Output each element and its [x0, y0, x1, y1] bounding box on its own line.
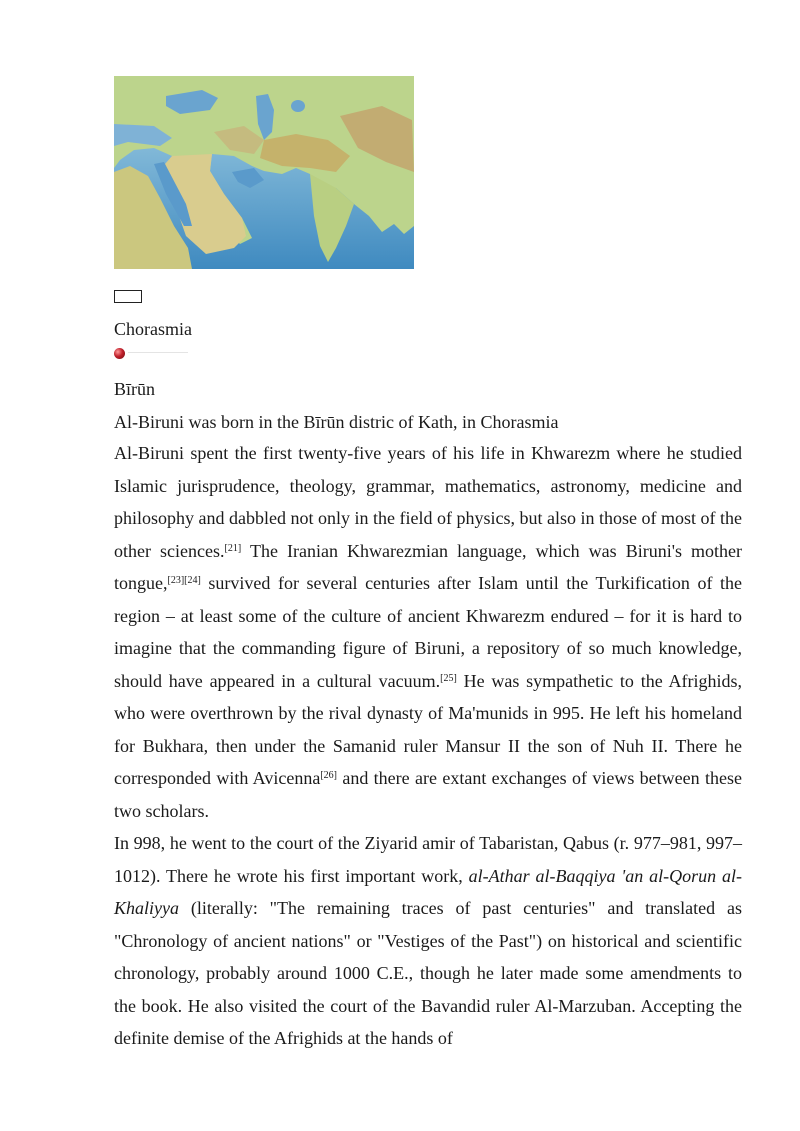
para1-text-5: and there are extant exchanges of views between these two scholars.: [114, 768, 742, 821]
reference-25[interactable]: [25]: [440, 672, 457, 684]
para1-text-1: Al-Biruni spent the first twenty-five years of his life in Khwarezm where he studied Islamic jurisprudence, theology, grammar, mathematics, astronomy, medicine and philosophy and dabbled not only in the field of physics, but also in those of most of the other sciences.: [114, 443, 742, 561]
map-caption: Chorasmia: [114, 319, 192, 339]
work-title: al-Athar al-Baqqiya 'an al-Qorun al-Khaliyya: [114, 865, 743, 918]
location-marker-icon: [114, 348, 125, 359]
relief-map-image: [114, 76, 414, 269]
paragraph-1: [114, 437, 742, 827]
place-label: Bīrūn: [114, 379, 156, 399]
paragraph-2: [114, 827, 742, 1055]
map-note: Al-Biruni was born in the Bīrūn distric of Kath, in Chorasmia: [114, 412, 559, 432]
map-legend-box: [114, 290, 142, 303]
chorasmia-map: [114, 76, 414, 269]
para1-text-3: survived for several centuries after Islam until the Turkification of the region – at least some of the culture of ancient Khwarezm endured – for it is hard to imagine that the commanding figure of Biruni, a repository of so much knowledge, should have appeared in a cultural vacuum.: [114, 573, 742, 691]
para2-text-1: In 998, he went to the court of the Ziyarid amir of Tabaristan, Qabus (r. 977–981, 997–1012). There he wrote his first important work,: [114, 833, 742, 886]
reference-26[interactable]: [26]: [320, 770, 337, 781]
para2-text-2: (literally: "The remaining traces of past centuries" and translated as "Chronology of ancient nations" or "Vestiges of the Past") on historical and scientific chronology, probably around 1000 C.E., though he later made some amendments to the book. He also visited the court of the Bavandid ruler Al-Marzuban. Accepting the definite demise of the Afrighids at the hands of: [114, 898, 742, 1048]
para1-text-4: He was sympathetic to the Afrighids, who were overthrown by the rival dynasty of Ma'munids in 995. He left his homeland for Bukhara, then under the Samanid ruler Mansur II the son of Nuh II. There he corresponded with Avicenna: [114, 670, 742, 788]
article-body: [114, 437, 742, 1055]
marker-divider: [128, 352, 188, 353]
reference-23-24[interactable]: [23][24]: [167, 575, 201, 586]
reference-21[interactable]: [21]: [224, 542, 242, 554]
para1-text-2: The Iranian Khwarezmian language, which was Biruni's mother tongue,: [114, 540, 743, 593]
